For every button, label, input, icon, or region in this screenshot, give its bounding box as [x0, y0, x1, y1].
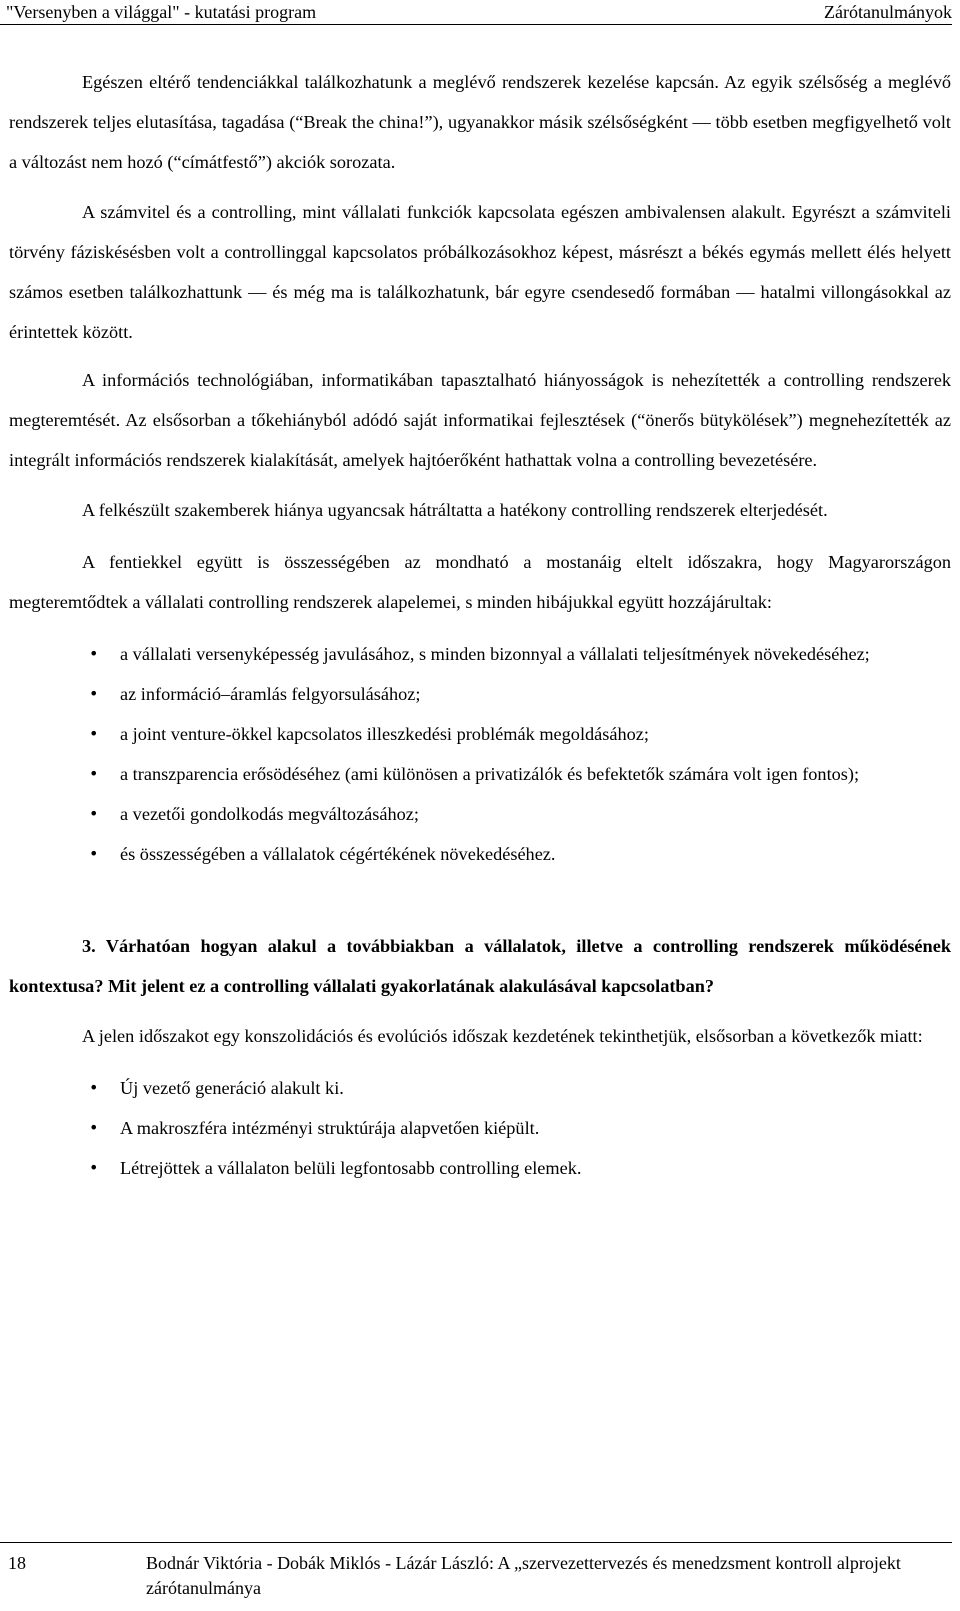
bullet-list [9, 634, 951, 874]
paragraph: Egészen eltérő tendenciákkal találkozhatunk a meglévő rendszerek kezelése kapcsán. Az egyik szélsőség a meglévő rendszerek teljes elutasítása, tagadása (“Break the china!”), ugyanakkor másik szélsőségként — több esetben megfigyelhető volt a változást nem hozó (“címátfestő”) akciók sorozata. [9, 72, 951, 172]
list-item: • a vállalati versenyképesség javulásához, s minden bizonnyal a vállalati teljesítmények növekedéséhez; [9, 634, 951, 674]
paragraph: A információs technológiában, informatikában tapasztalható hiányosságok is nehezítették a controlling rendszerek megteremtését. Az elsősorban a tőkehiányból adódó saját informatikai fejlesztések (“önerős bütykölések”) megnehezítették az integrált információs rendszerek kialakítását, amelyek hajtóerőként hathattak volna a controlling bevezetésére. [9, 370, 951, 470]
bullet-list [9, 1068, 951, 1188]
paragraph: A jelen időszakot egy konszolidációs és evolúciós időszak kezdetének tekinthetjük, elsősorban a következők miatt: [82, 1026, 923, 1046]
page-header [0, 0, 952, 25]
header-program-title: "Versenyben a világgal" - kutatási program [6, 2, 317, 22]
paragraph: A számvitel és a controlling, mint vállalati funkciók kapcsolata egészen ambivalensen alakult. Egyrészt a számviteli törvény fáziskésésben volt a controllinggal kapcsolatos próbálkozásokhoz képest, másrészt a békés egymás mellett élés helyett számos esetben találkozhattunk — és még ma is találkozhatunk, bár egyre csendesedő formában — hatalmi villongásokkal az érintettek között. [9, 202, 951, 342]
document-body [9, 62, 951, 1188]
list-item: • a vezetői gondolkodás megváltozásához; [9, 794, 951, 834]
page-number: 18 [8, 1553, 26, 1573]
list-item: • Létrejöttek a vállalaton belüli legfontosabb controlling elemek. [9, 1148, 951, 1188]
section-question: 3. Várhatóan hogyan alakul a továbbiakban a vállalatok, illetve a controlling rendszerek működésének kontextusa? Mit jelent ez a controlling vállalati gyakorlatának alakulásával kapcsolatban? [9, 936, 951, 996]
list-item: • és összességében a vállalatok cégértékének növekedéséhez. [9, 834, 951, 874]
paragraph: A fentiekkel együtt is összességében az mondható a mostanáig eltelt időszakra, hogy Magyarországon megteremtődtek a vállalati controlling rendszerek alapelemei, s minden hibájukkal együtt hozzájárultak: [9, 552, 951, 612]
list-item: • Új vezető generáció alakult ki. [9, 1068, 951, 1108]
list-item: • a joint venture-ökkel kapcsolatos illeszkedési problémák megoldásához; [9, 714, 951, 754]
list-item: • az információ–áramlás felgyorsulásához; [9, 674, 951, 714]
paragraph: A felkészült szakemberek hiánya ugyancsak hátráltatta a hatékony controlling rendszerek elterjedését. [82, 500, 828, 520]
list-item: • A makroszféra intézményi struktúrája alapvetően kiépült. [9, 1108, 951, 1148]
footer-citation: Bodnár Viktória - Dobák Miklós - Lázár László: A „szervezettervezés és menedzsment kontroll alprojekt zárótanulmánya [146, 1553, 901, 1598]
header-section-title: Zárótanulmányok [824, 2, 952, 22]
page-footer [0, 1542, 952, 1598]
list-item: • a transzparencia erősödéséhez (ami különösen a privatizálók és befektetők számára volt igen fontos); [9, 754, 951, 794]
